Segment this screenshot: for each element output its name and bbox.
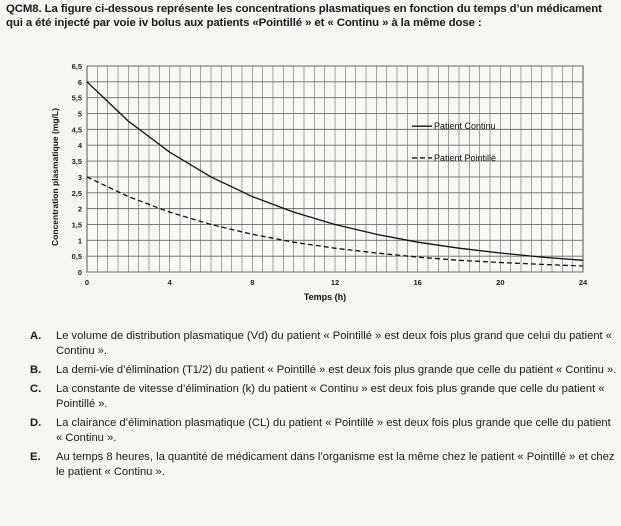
y-tick-label: 5 [77,109,82,119]
y-axis-label: Concentration plasmatique (mg/L) [50,108,60,246]
option-text: Au temps 8 heures, la quantité de médicament dans l’organisme est la même chez le patient « Pointillé » et chez le patient « Continu ». [56,451,615,478]
y-tick-label: 4,5 [71,125,82,135]
option-text: Le volume de distribution plasmatique (Vd) du patient « Pointillé » est deux fois plus grand que celui du patient « Continu ». [56,330,612,357]
option-c[interactable] [30,382,618,412]
option-d[interactable] [30,416,618,446]
y-tick-label: 6 [77,77,82,87]
legend-label: Patient Pointillé [434,152,497,163]
y-tick-label: 1,5 [71,220,82,230]
y-tick-label: 3 [77,172,82,182]
x-axis-label: Temps (h) [303,292,347,302]
y-tick-label: 2 [77,204,82,214]
x-tick-label: 20 [496,278,505,287]
x-tick-label: 8 [250,278,255,287]
y-tick-label: 1 [77,236,82,246]
option-e[interactable] [30,450,618,480]
option-text: La demi-vie d’élimination (T1/2) du patient « Pointillé » est deux fois plus grande que celle du patient « Continu ». [56,364,617,376]
x-tick-label: 16 [413,278,422,287]
option-letter: E. [30,451,41,463]
answer-options [30,329,618,484]
y-tick-label: 4 [77,141,82,151]
option-letter: D. [30,417,42,429]
y-tick-label: 3,5 [71,157,82,167]
option-letter: C. [30,383,42,395]
x-tick-label: 0 [84,278,90,287]
option-a[interactable] [30,329,618,359]
question-number: QCM8. [6,3,42,15]
option-b[interactable] [30,363,618,378]
y-tick-label: 2,5 [71,188,82,198]
y-tick-label: 5,5 [71,93,82,103]
option-text: La constante de vitesse d’élimination (k) du patient « Continu » est deux fois plus grande que celle du patient « Pointillé ». [56,383,605,410]
y-tick-label: 0,5 [71,252,82,262]
y-tick-label: 6,5 [71,62,82,71]
x-tick-label: 24 [578,278,588,287]
x-tick-label: 12 [330,278,340,287]
option-letter: B. [30,364,42,376]
option-letter: A. [30,330,42,342]
question-text: La figure ci-dessous représente les concentrations plasmatiques en fonction du temps d’un médicament qui a été injecté par voie iv bolus aux patients «Pointillé » et « Continu » à la même dose : [6,3,602,29]
y-tick-label: 0 [77,268,82,277]
legend-label: Patient Continu [434,121,496,132]
x-tick-label: 4 [167,278,172,287]
option-text: La clairance d’élimination plasmatique (CL) du patient « Pointillé » est deux fois plus grande que celle du patient « Continu ». [56,417,611,444]
